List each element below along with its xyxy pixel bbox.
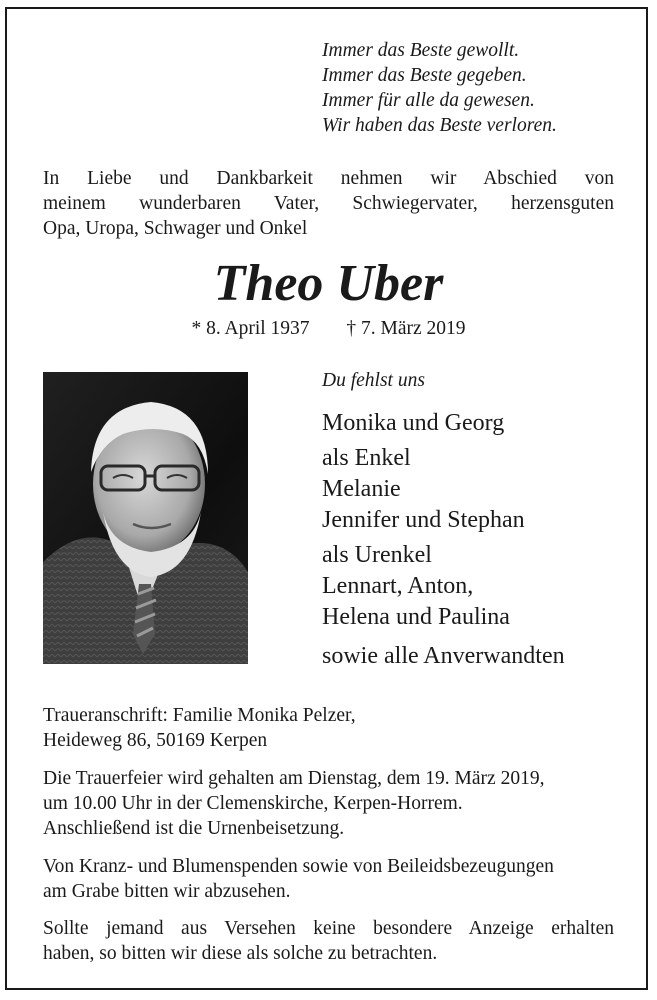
ceremony-paragraph (43, 766, 614, 841)
ceremony-line: um 10.00 Uhr in der Clemenskirche, Kerpen-Horrem. (43, 793, 463, 814)
address-line: Heideweg 86, 50169 Kerpen (43, 730, 268, 751)
poem (322, 38, 557, 138)
mourning-address (43, 703, 356, 753)
family-line: Jennifer und Stephan (322, 507, 525, 533)
family-list (322, 408, 565, 672)
intro-text (43, 166, 614, 241)
deceased-name: Theo Uber (213, 255, 444, 312)
notice-line: Sollte jemand aus Versehen keine besondere Anzeige erhalten (43, 918, 614, 939)
poem-line: Immer das Beste gegeben. (322, 65, 527, 86)
intro-line: Opa, Uropa, Schwager und Onkel (43, 218, 308, 239)
family-line: Helena und Paulina (322, 604, 510, 630)
poem-line: Wir haben das Beste verloren. (322, 115, 557, 136)
flowers-paragraph (43, 854, 614, 904)
death-date: † 7. März 2019 (346, 318, 466, 339)
flowers-line: Von Kranz- und Blumenspenden sowie von Beileidsbezeugungen (43, 856, 554, 877)
family-line: Melanie (322, 476, 401, 502)
intro-line: meinem wunderbaren Vater, Schwiegervater, herzensguten (43, 193, 614, 214)
family-line: als Urenkel (322, 542, 432, 568)
ceremony-line: Die Trauerfeier wird gehalten am Dienstag, dem 19. März 2019, (43, 768, 545, 789)
birth-date: * 8. April 1937 (191, 318, 310, 339)
intro-line: In Liebe und Dankbarkeit nehmen wir Abschied von (43, 168, 614, 189)
miss-line: Du fehlst uns (322, 370, 425, 391)
family-line: sowie alle Anverwandten (322, 643, 565, 669)
poem-line: Immer das Beste gewollt. (322, 40, 520, 61)
family-line: Lennart, Anton, (322, 573, 474, 599)
address-line: Traueranschrift: Familie Monika Pelzer, (43, 705, 356, 726)
poem-line: Immer für alle da gewesen. (322, 90, 535, 111)
life-dates (0, 316, 657, 341)
flowers-line: am Grabe bitten wir abzusehen. (43, 881, 291, 902)
notice-line: haben, so bitten wir diese als solche zu betrachten. (43, 943, 438, 964)
family-line: Monika und Georg (322, 410, 505, 436)
ceremony-line: Anschließend ist die Urnenbeisetzung. (43, 818, 345, 839)
portrait-photo (43, 372, 248, 664)
notice-paragraph (43, 916, 614, 966)
family-line: als Enkel (322, 445, 411, 471)
